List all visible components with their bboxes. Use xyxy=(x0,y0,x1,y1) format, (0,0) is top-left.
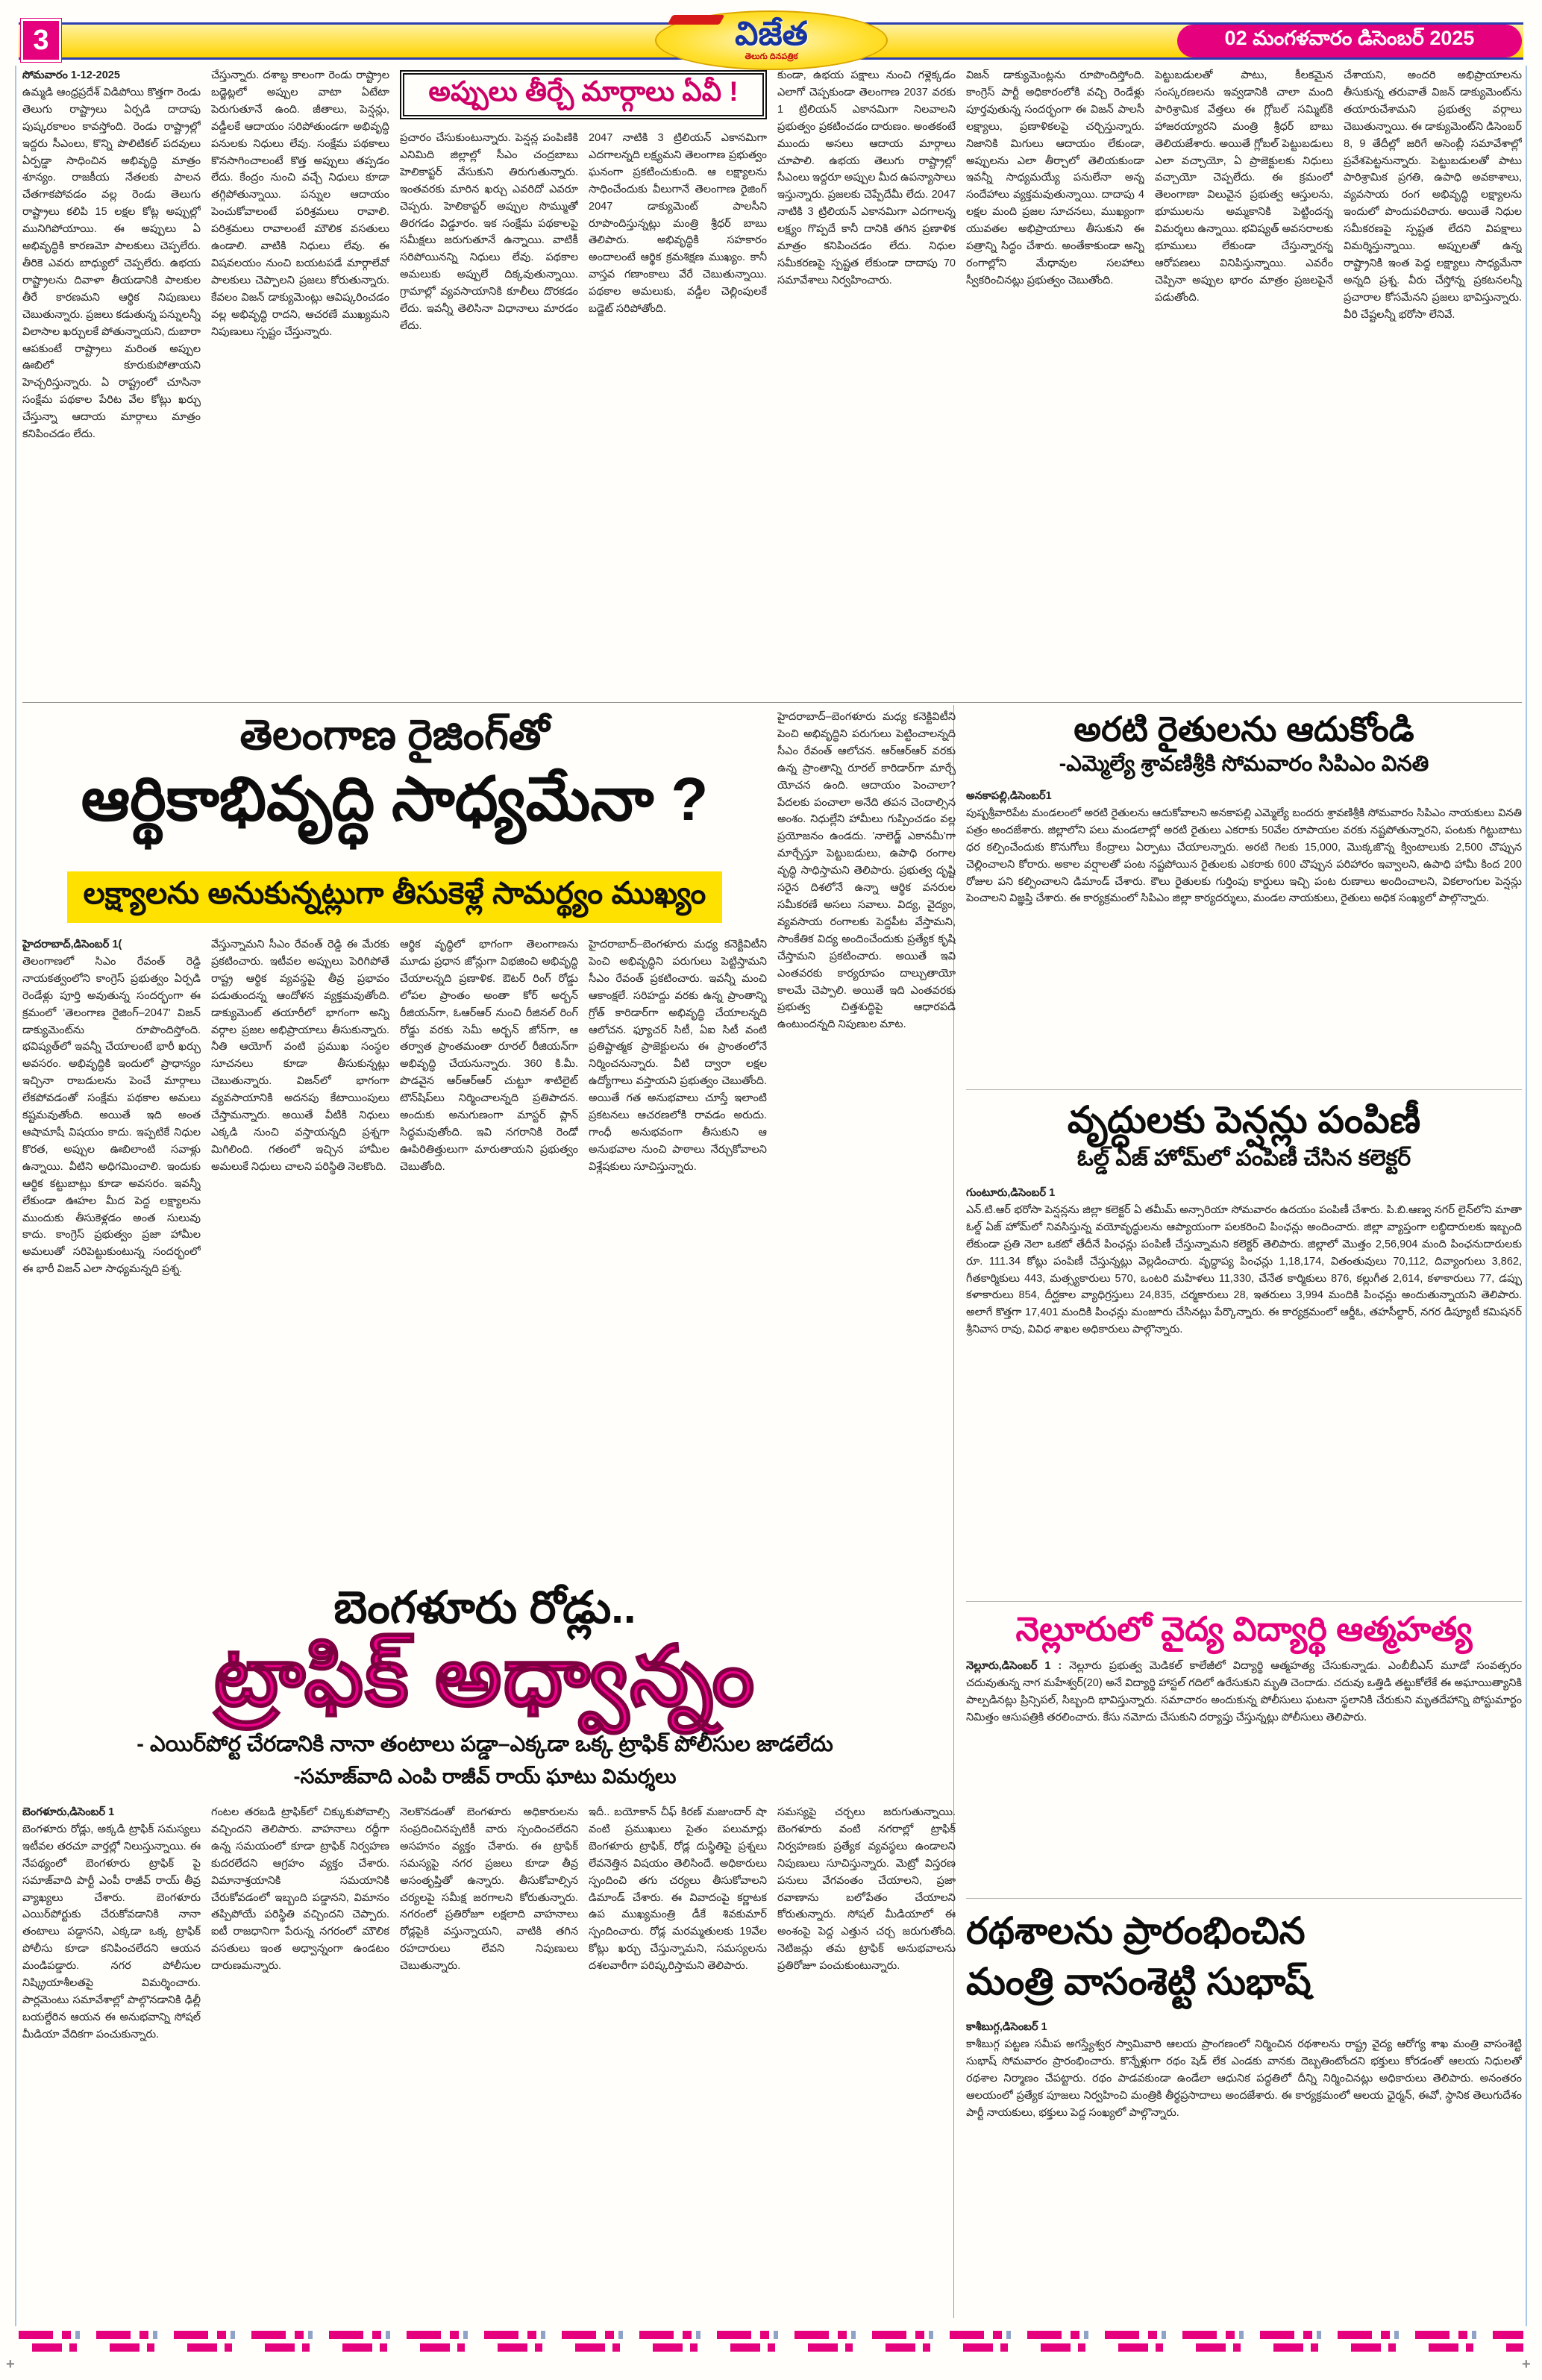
article-column: వేస్తున్నామని సీఎం రేవంత్ రెడ్డి ఈ మేరకు ప్రకటించారు. ఇటీవల అప్పులు పెరిగిపోతే రాష్ట్ర ఆర్థిక వ్యవస్థపై తీవ్ర ప్రభావం పడుతుందన్న ఆందోళన వ్యక్తమవుతోంది. డాక్యుమెంట్ తయారీలో భాగంగా అన్ని వర్గాల ప్రజల అభిప్రాయాలు తీసుకున్నారు. నీతి ఆయోగ్ వంటి ప్రముఖ సంస్థల సూచనలు కూడా తీసుకున్నట్లు చెబుతున్నారు. విజన్‌లో భాగంగా వ్యవసాయానికి అదనపు కేటాయింపులు చేస్తామన్నారు. అయితే వీటికి నిధులు ఎక్కడి నుంచి వస్తాయన్నది ప్రశ్నగా మిగిలింది. గతంలో ఇచ్చిన హామీల అమలుకే నిధులు చాలని పరిస్థితి నెలకొంది. xyxy=(211,939,389,1173)
dateline: అనకాపల్లి,డిసెంబర్1 xyxy=(966,790,1052,802)
top-article-headline: అప్పులు తీర్చే మార్గాలు ఏవీ ! xyxy=(428,75,739,107)
ratha-headline-line1: రథశాలను ప్రారంభించిన xyxy=(966,1910,1306,1952)
article-text: ఉమ్మడి ఆంధ్రప్రదేశ్ విడిపోయి కొత్తగా రెండు తెలుగు రాష్ట్రాలు ఏర్పడి దాదాపు పుష్కరకాలం కావస్తోంది. రెండు రాష్ట్రాల్లో ఇద్దరు సీఎంలు, కొన్ని పొలిటికల్ పదవులు ఏర్పడ్డా సాధించిన అభివృద్ధి మాత్రం శూన్యం. రాజకీయ నేతలకు పాలన చేతగాకపోవడం వల్ల రెండు తెలుగు రాష్ట్రాలు కలిపి 15 లక్షల కోట్ల అప్పుల్లో మునిగిపోయాయి. ఈ అప్పులు ఏ అభివృద్ధికి కారణమో పాలకులు చెప్పలేరు. తీరికె ఎవరు బాధ్యులో చెప్పలేరు. ఉభయ రాష్ట్రాలను దివాళా తీయడానికి పాలకుల తీరే కారణమని ఆర్థిక నిపుణులు చెబుతున్నారు. ప్రజలు కడుతున్న పన్నులన్నీ విలాసాల ఖర్చులకే పోతున్నాయని, దుబారా ఆపకుంటే రాష్ట్రాలు మరింత అప్పుల ఊబిలో కూరుకుపోతాయని హెచ్చరిస్తున్నారు. ఏ రాష్ట్రంలో చూసినా సంక్షేమ పథకాల పేరిట వేల కోట్లు ఖర్చు చేస్తున్నా ఆదాయ మార్గాలు మాత్రం కనిపించడం లేదు. xyxy=(22,86,201,441)
nellore-headline: నెల్లూరులో వైద్య విద్యార్థి ఆత్మహత్య xyxy=(1015,1610,1473,1648)
register-mark: + xyxy=(6,2356,15,2373)
banana-headline: అరటి రైతులను ఆదుకోండి xyxy=(1074,710,1414,748)
banana-subhead: -ఎమ్మెల్యే శ్రావణిశ్రీకి సోమవారం సిపిఎం వినతి xyxy=(1059,752,1429,776)
traffic-subhead-1: - ఎయిర్‌పోర్ట చేరడానికి నానా తంటాలు పడ్డా–ఎక్కడా ఒక్క ట్రాఫిక్ పోలీసుల జాడలేదు xyxy=(137,1732,833,1756)
footer-ornament xyxy=(19,2331,1523,2358)
masthead-title: విజేత xyxy=(735,15,808,52)
traffic-headline: ట్రాఫిక్ అధ్వాన్నం xyxy=(213,1629,756,1723)
pension-subhead: ఓల్డ్ ఏజ్ హోమ్‌లో పంపిణీ చేసిన కలెక్టర్ xyxy=(1076,1146,1411,1171)
traffic-kicker: బెంగళూరు రోడ్లు.. xyxy=(333,1582,636,1632)
article-column xyxy=(966,2019,1522,2317)
telangana-subhead: లక్ష్యాలను అనుకున్నట్లుగా తీసుకెళ్లే సామర్థ్యం ముఖ్యం xyxy=(67,871,723,923)
masthead-logo xyxy=(655,10,888,70)
article-column: ఇదీ.. బయోకాన్ చీఫ్ కిరణ్ మజుందార్ షా వంటి ప్రముఖులు సైతం పలుమార్లు బెంగళూరు ట్రాఫిక్, రోడ్ల దుస్థితిపై ప్రశ్నలు లేవనెత్తిన విషయం తెలిసిందే. అధికారులు స్పందించి తగు చర్యలు తీసుకోవాలని డిమాండ్ చేశారు. ఈ వివాదంపై కర్ణాటక ఉప ముఖ్యమంత్రి డీకే శివకుమార్ స్పందించారు. రోడ్ల మరమ్మతులకు 19వేల కోట్లు ఖర్చు చేస్తున్నామని, సమస్యలను దశలవారీగా పరిష్కరిస్తామని తెలిపారు. xyxy=(589,1806,767,1973)
footer-ornament-row xyxy=(19,2343,1523,2352)
article-column: చేశాయని, అందరి అభిప్రాయాలను తీసుకున్న తరువాతే విజన్ డాక్యుమెంట్‌ను తయారుచేశామని ప్రభుత్వ వర్గాలు చెబుతున్నాయి. ఈ డాక్యుమెంట్‌ని డిసెంబర్ 8, 9 తేదీల్లో జరిగే అసెంబ్లీ సమావేశాల్లో ప్రవేశపెట్టనున్నారు. పెట్టుబడులతో పాటు పారిశ్రామిక ప్రగతి, ఉపాధి అవకాశాలు, వ్యవసాయ రంగ అభివృద్ధి లక్ష్యాలను ఇందులో పొందుపరిచారు. అయితే నిధుల సమీకరణపై స్పష్టత లేదని విపక్షాలు విమర్శిస్తున్నాయి. అప్పులతో ఉన్న రాష్ట్రానికి ఇంత పెద్ద లక్ష్యాలు సాధ్యమేనా అన్నది ప్రశ్న. వీరు చేస్తోన్న ప్రకటనలన్నీ ప్రచారాల కోసమేనని ప్రజలు భావిస్తున్నారు. వీరి చేష్టలన్నీ భరోసా లేనివే. xyxy=(1344,69,1522,321)
article-column xyxy=(22,1804,201,2317)
article-text: కాశీబుగ్గ పట్టణ సమీప అగస్త్యేశ్వర స్వామివారి ఆలయ ప్రాంగణంలో నిర్మించిన రథశాలను రాష్ట్ర వైద్య ఆరోగ్య శాఖ మంత్రి వాసంశెట్టి సుభాష్ సోమవారం ప్రారంభించారు. కొన్నేళ్లుగా రథం షెడ్ లేక ఎండకు వానకు దెబ్బతింటోందని భక్తులు కోరడంతో ఆలయ నిధులతో రథశాల నిర్మాణం చేపట్టారు. రథం పాడవకుండా ఉండేలా ఆధునిక పద్ధతిలో దీన్ని నిర్మించినట్లు అధికారులు తెలిపారు. అనంతరం ఆలయంలో ప్రత్యేక పూజలు నిర్వహించి మంత్రికి తీర్థప్రసాదాలు అందజేశారు. ఈ కార్యక్రమంలో ఆలయ ఛైర్మన్, ఈవో, స్థానిక తెలుగుదేశం పార్టీ నాయకులు, భక్తులు పెద్ద సంఖ్యలో పాల్గొన్నారు. xyxy=(966,2038,1522,2119)
article-column: ప్రచారం చేసుకుంటున్నారు. పెన్షన్ల పంపిణికి ఎనిమిది జిల్లాల్లో సీఎం చంద్రబాబు హెలికాప్టర్ వేసుకుని తిరుగుతున్నారు. ఇంతవరకు మారిన ఖర్చు ఎవరిదో ఎవరూ చెప్పరు. హెలికాప్టర్ అప్పుల సొమ్ముతో తిరగడం విడ్డూరం. ఇక సంక్షేమ పథకాలపై సమీక్షలు జరుగుతూనే ఉన్నాయి. వాటికీ సరిపోయినన్ని నిధులు లేవు. పథకాల అమలుకు అప్పులే దిక్కవుతున్నాయి. గ్రామాల్లో వ్యవసాయానికి కూలీలు దొరకడం లేదు. ఇవన్నీ తెలిసినా విధానాలు మారడం లేదు. xyxy=(400,132,578,332)
article-column: కుండా, ఉభయ పక్షాలు నుంచి గళ్లెక్కడం ఎలాగో చెప్పకుండా తెలంగాణ 2037 వరకు 1 ట్రిలియన్ ఎకానమిగా నిలవాలని ప్రభుత్వం ప్రకటించడం దారుణం. అంతకంటే ముందు అసలు ఆదాయ మార్గాలు చూపాలి. ఉభయ తెలుగు రాష్ట్రాల్లో సీఎంలు ఇద్దరూ అప్పుల మీద ఉపన్యాసాలు ఇస్తున్నారు. ప్రజలకు చెప్పేదేమీ లేదు. 2047 నాటికి 3 ట్రిలియన్ ఎకానమిగా ఎదగాలన్న లక్ష్యం గొప్పదే కానీ దానికి తగిన ప్రణాళిక మాత్రం కనిపించడం లేదు. నిధుల సమీకరణపై స్పష్టత లేకుండా దాదాపు 70 సమావేశాలు నిర్వహించారు. xyxy=(777,69,956,286)
dateline: సోమవారం 1-12-2025 xyxy=(22,69,120,81)
article-column xyxy=(22,936,201,1569)
article-column: విజన్ డాక్యుమెంట్లను రూపొందిస్తోంది. కాంగ్రెస్ పార్టీ అధికారంలోకి వచ్చి రెండేళ్లు పూర్తవుతున్న సందర్భంగా ఈ విజన్ పాలసీ లక్ష్యాలు, ప్రణాళికలపై చర్చిస్తున్నారు. నిజానికి మిగులు ఆదాయం లేకుండా, అప్పులను ఎలా తీర్చాలో తెలియకుండా ఇవన్నీ సాధ్యమయ్యే పనులేనా అన్న సందేహాలు వ్యక్తమవుతున్నాయి. దాదాపు 4 లక్షల మంది ప్రజల సూచనలు, ముఖ్యంగా యువతల అభిప్రాయాలు తీసుకుని ఈ పత్రాన్ని సిద్ధం చేశారు. అంతేకాకుండా అన్ని రంగాల్లోని మేధావుల సలహాలు స్వీకరించినట్లు ప్రభుత్వం చెబుతోంది. xyxy=(966,69,1144,286)
article-column xyxy=(966,1658,1522,1893)
article-column xyxy=(22,67,201,698)
dateline: నెల్లూరు,డిసెంబర్ 1 : xyxy=(966,1660,1062,1672)
top-article-headline-box xyxy=(400,70,767,119)
article-column: హైదరాబాద్–బెంగళూరు మధ్య కనెక్టివిటీని పెంచి అభివృద్ధిని పరుగులు పెట్టిస్తామని సీఎం రేవంత్ ప్రకటించారు. ఇవన్నీ మంచి ఆకాంక్షలే. సరిహద్దు వరకు ఉన్న ప్రాంతాన్ని గ్రోత్ కారిడార్‌గా అభివృద్ధి చేయాలన్నది ఆలోచన. ఫ్యూచర్ సిటీ, ఏఐ సిటీ వంటి ప్రతిష్టాత్మక ప్రాజెక్టులను ఈ ప్రాంతంలోనే నిర్మించనున్నారు. వీటి ద్వారా లక్షల ఉద్యోగాలు వస్తాయని ప్రభుత్వం చెబుతోంది. అయితే గత అనుభవాలు చూస్తే ఇలాంటి ప్రకటనలు ఆచరణలోకి రావడం అరుదు. గాంధీ అనుభవంగా తీసుకుని ఆ అనుభవాల నుంచి పాఠాలు నేర్చుకోవాలని విశ్లేషకులు సూచిస్తున్నారు. xyxy=(589,939,767,1173)
article-column: ఆర్థిక వృద్ధిలో భాగంగా తెలంగాణను మూడు ప్రధాన జోన్లుగా విభజించి అభివృద్ధి చేయాలన్నది ప్రణాళిక. ఔటర్ రింగ్ రోడ్డు లోపల ప్రాంతం అంతా కోర్ అర్బన్ రీజియన్‌గా, ఓఆర్ఆర్ నుంచి రీజినల్ రింగ్ రోడ్డు వరకు సెమీ అర్బన్ జోన్‌గా, ఆ తర్వాత ప్రాంతమంతా రూరల్ రీజియన్‌గా అభివృద్ధి చేయనున్నారు. 360 కి.మీ. పొడవైన ఆర్‌ఆర్‌ఆర్ చుట్టూ శాటిలైట్ టౌన్‌షిప్‌లు నిర్మించాలన్నది ప్రతిపాదన. అందుకు అనుగుణంగా మాస్టర్ ప్లాన్ సిద్ధమవుతోంది. ఇవి నగరానికి రెండో ఊపిరితిత్తులుగా మారుతాయని ప్రభుత్వం చెబుతోంది. xyxy=(400,939,578,1173)
article-column: హైదరాబాద్–బెంగళూరు మధ్య కనెక్టివిటీని పెంచి అభివృద్ధిని పరుగులు పెట్టించాలన్నది సీఎం రేవంత్ ఆలోచన. ఆర్‌ఆర్‌ఆర్ వరకు ఉన్న ప్రాంతాన్ని రూరల్ కారిడార్‌గా మార్చే యోచన ఉంది. ఆదాయం పెంచాలా? పేదలకు పంచాలా అనేది తపన చెందాల్సిన అంశం. నిధుల్లేని హామీలు గుప్పించడం వల్ల ప్రయోజనం ఉండదు. 'నాలెడ్జ్ ఎకానమీ'గా మార్చేస్తూ పెట్టుబడులు, ఉపాధి రంగాల వృద్ధి సాధిస్తామని తెలిపారు. ప్రభుత్వ దృష్టి సరైన దిశలోనే ఉన్నా ఆర్థిక వనరుల సమీకరణే అసలు సవాలు. విద్య, వైద్యం, వ్యవసాయ రంగాలకు పెద్దపీట వేస్తామని, సాంకేతిక విద్య అందించేందుకు ప్రత్యేక కృషి చేస్తామని ప్రకటించారు. అయితే ఇవి ఎంతవరకు కార్యరూపం దాల్చుతాయో కాలమే చెప్పాలి. అయితే ఇది ఎంతవరకు ప్రభుత్వ చిత్తశుద్ధిపై ఆధారపడి ఉంటుందన్నది నిపుణుల మాట. xyxy=(777,711,956,1031)
dateline: హైదరాబాద్,డిసెంబర్ 1( xyxy=(22,939,122,951)
telangana-subhead-wrap xyxy=(22,871,767,923)
article-text: నెల్లూరు ప్రభుత్వ మెడికల్ కాలేజీలో విద్యార్థి ఆత్మహత్య చేసుకున్నాడు. ఎంబీబీఎస్ మూడో సంవత్సరం చదువుతున్న నాగ మహేశ్వర్(20) అనే విద్యార్థి హాస్టల్ గదిలో ఉరేసుకుని మృతి చెందాడు. చదువు ఒత్తిడి తట్టుకోలేకే ఈ అఘాయిత్యానికి పాల్పడినట్లు ప్రిన్సిపల్, సిబ్బంది భావిస్తున్నారు. సమాచారం అందుకున్న పోలీసులు ఘటనా స్థలానికి చేరుకుని మృతదేహాన్ని పోస్టుమార్టం నిమిత్తం ఆసుపత్రికి తరలించారు. కేసు నమోదు చేసుకుని దర్యాప్తు చేస్తున్నట్లు పోలీసులు తెలిపారు. xyxy=(966,1660,1522,1723)
telangana-headline: ఆర్థికాభివృద్ధి సాధ్యమేనా ? xyxy=(81,765,709,833)
masthead-ribbon xyxy=(668,15,725,25)
edition-date-bar: 02 మంగళవారం డిసెంబర్ 2025 xyxy=(1177,25,1522,57)
dateline: గుంటూరు,డిసెంబర్ 1 xyxy=(966,1187,1056,1199)
article-column: నెలకొనడంతో బెంగళూరు అధికారులను సంప్రదించినప్పటికీ వారు స్పందించలేదని అసహనం వ్యక్తం చేశారు. ఈ ట్రాఫిక్ సమస్యపై నగర ప్రజలు కూడా తీవ్ర అసంతృప్తితో ఉన్నారు. తీసుకోవాల్సిన చర్యలపై సమీక్ష జరగాలని కోరుతున్నారు. నగరంలో ప్రతిరోజూ లక్షలాది వాహనాలు రోడ్లపైకి వస్తున్నాయని, వాటికి తగిన రహదారులు లేవని నిపుణులు చెబుతున్నారు. xyxy=(400,1806,578,1973)
article-text: ఎన్.టి.ఆర్ భరోసా పెన్షన్లను జిల్లా కలెక్టర్ ఏ తమీమ్ అన్సారియా సోమవారం ఉదయం పంపిణీ చేశారు. పి.బి.ఆణ్వ నగర్ లైన్‌లోని మాతా ఓల్డ్ ఏజ్ హోమ్‌లో నివసిస్తున్న వయోవృద్ధులను ఆప్యాయంగా పలకరించి పింఛన్లు అందించారు. జిల్లా వ్యాప్తంగా లబ్ధిదారులకు ఇబ్బంది లేకుండా ప్రతి నెలా ఒకటో తేదీనే పింఛన్లు పంపిణీ చేస్తున్నామని కలెక్టర్ తెలిపారు. జిల్లాలో మొత్తం 2,56,904 మంది పింఛనుదారులకు రూ. 111.34 కోట్లు పంపిణీ చేస్తున్నట్లు వెల్లడించారు. వృద్ధాప్య పింఛన్లు 1,18,174, వితంతువులు 70,112, దివ్యాంగులు 3,862, గీతకార్మికులు 443, మత్స్యకారులు 570, ఒంటరి మహిళలు 11,330, చేనేత కార్మికులు 876, కల్లుగీత 2,614, కళాకారులు 77, డప్పు కళాకారులు 854, దీర్ఘకాల వ్యాధిగ్రస్తులు 24,835, చర్మకారులు 28, ఇతరులు 3,994 మందికి పింఛన్లు అందుతున్నాయని తెలిపారు. అలాగే కొత్తగా 17,401 మందికి పింఛన్లు మంజూరు చేసినట్లు పేర్కొన్నారు. ఈ కార్యక్రమంలో ఆర్డీఓ, తహసీల్దార్, నగర డిప్యూటీ కమిషనర్ శ్రీనివాస రావు, వివిధ శాఖల అధికారులు పాల్గొన్నారు. xyxy=(966,1203,1522,1336)
traffic-subhead-2: -సమాజ్‌వాది ఎంపి రాజీవ్ రాయ్ ఘాటు విమర్శలు xyxy=(293,1765,677,1788)
article-column: చేస్తున్నారు. దశాబ్ద కాలంగా రెండు రాష్ట్రాల బడ్జెట్లలో అప్పుల వాటా ఏటేటా పెరుగుతూనే ఉంది. జీతాలు, పెన్షన్లు, వడ్డీలకే ఆదాయం సరిపోతుండగా అభివృద్ధి పనులకు నిధులు లేవు. సంక్షేమ పథకాలు కొనసాగించాలంటే కొత్త అప్పులు తప్పడం లేదు. కేంద్రం నుంచి వచ్చే నిధులు కూడా తగ్గిపోతున్నాయి. పన్నుల ఆదాయం పెంచుకోవాలంటే పరిశ్రమలు రావాలి. పరిశ్రమలు రావాలంటే మౌలిక వసతులు ఉండాలి. వాటికి నిధులు లేవు. ఈ విషవలయం నుంచి బయటపడే మార్గాలేవో పాలకులు చెప్పాలని ప్రజలు కోరుతున్నారు. కేవలం విజన్ డాక్యుమెంట్లు ఆవిష్కరించడం వల్ల అభివృద్ధి రాదని, ఆచరణే ముఖ్యమని నిపుణులు స్పష్టం చేస్తున్నారు. xyxy=(211,69,389,338)
article-column: 2047 నాటికి 3 ట్రిలియన్ ఎకానమిగా ఎదగాలన్నది లక్ష్యమని తెలంగాణ ప్రభుత్వం ఘనంగా ప్రకటించుకుంది. ఆ లక్ష్యాలను సాధించేందుకు వీలుగానే తెలంగాణ రైజింగ్ 2047 డాక్యుమెంట్ పాలసీని రూపొందిస్తున్నట్లు మంత్రి శ్రీధర్ బాబు తెలిపారు. అభివృద్ధికి సహకారం అందాలంటే ఆర్థిక క్రమశిక్షణ ముఖ్యం. కానీ వాస్తవ గణాంకాలు వేరే చెబుతున్నాయి. పథకాల అమలుకు, వడ్డీల చెల్లింపులకే బడ్జెట్ సరిపోతోంది. xyxy=(589,132,767,316)
page-number: 3 xyxy=(21,19,61,62)
article-column: పెట్టుబడులతో పాటు, కీలకమైన సంస్కరణలను ఇవ్వడానికి చాలా మంది పారిశ్రామిక వేత్తలు ఈ గ్లోబల్ సమ్మిట్‌కి హాజరయ్యారని మంత్రి శ్రీధర్ బాబు తెలియజేశారు. అయితే గ్లోబల్ పెట్టుబడులు ఎలా వచ్చాయో, ఏ ప్రాజెక్టులకు నిధులు వచ్చాయో చెప్పలేదు. ఈ క్రమంలో తెలంగాణా విలువైన ప్రభుత్వ ఆస్తులను, భూములను అమ్మకానికి పెట్టిందన్న విమర్శలు ఉన్నాయి. భవిష్యత్ అవసరాలకు భూములు లేకుండా చేస్తున్నారన్న ఆరోపణలు వినిపిస్తున్నాయి. ఎవరేం చెప్పినా అప్పుల భారం మాత్రం ప్రజలపైనే పడుతోంది. xyxy=(1155,69,1333,304)
telangana-kicker: తెలంగాణ రైజింగ్‌తో xyxy=(239,711,550,758)
dateline: కాశీబుగ్గ,డిసెంబర్ 1 xyxy=(966,2021,1047,2033)
article-text: పుష్పశ్రీవారిపేట మండలంలో అరటి రైతులను ఆదుకోవాలని అనకాపల్లి ఎమ్మెల్యే బందరు శ్రావణిశ్రీకి సోమవారం సిపిఎం నాయకులు వినతి పత్రం అందజేశారు. జిల్లాలోని పలు మండలాల్లో అరటి రైతులు ఎకరాకు 50వేల రూపాయల వరకు నష్టపోతున్నారని, పంటకు గిట్టుబాటు ధర కల్పించేందుకు కొనుగోలు కేంద్రాలు ఏర్పాటు చేయాలన్నారు. అరటి గెలకు 15,000, మొక్కజొన్న క్వింటాలుకు 2,500 చొప్పున చెల్లించాలని కోరారు. అకాల వర్షాలతో పంట నష్టపోయిన రైతులకు ఎకరాకు 600 చొప్పున పరిహారం ఇవ్వాలని, ఉపాధి హామీ కింద 200 రోజుల పని కల్పించాలని డిమాండ్ చేశారు. కౌలు రైతులకు గుర్తింపు కార్డులు ఇచ్చి పంట రుణాలు అందించాలని, వికలాంగుల పెన్షన్లు పెంచాలని విజ్ఞప్తి చేశారు. ఈ కార్యక్రమంలో సిపిఎం జిల్లా కార్యదర్శులు, మండల నాయకులు, రైతులు అధిక సంఖ్యలో పాల్గొన్నారు. xyxy=(966,807,1522,905)
section-divider xyxy=(966,1601,1522,1602)
dateline: బెంగళూరు,డిసెంబర్ 1 xyxy=(22,1806,115,1818)
footer-ornament-row xyxy=(19,2331,1523,2339)
section-divider xyxy=(966,1898,1522,1899)
article-column: సమస్యపై చర్చలు జరుగుతున్నాయి. బెంగళూరు వంటి నగరాల్లో ట్రాఫిక్ నిర్వహణకు ప్రత్యేక వ్యవస్థలు ఉండాలని నిపుణులు సూచిస్తున్నారు. మెట్రో విస్తరణ పనులు వేగవంతం చేయాలని, ప్రజా రవాణాను బలోపేతం చేయాలని కోరుతున్నారు. సోషల్ మీడియాలో ఈ అంశంపై పెద్ద ఎత్తున చర్చ జరుగుతోంది. నెటిజన్లు తమ ట్రాఫిక్ అనుభవాలను ప్రతిరోజూ పంచుకుంటున్నారు. xyxy=(777,1806,956,1973)
section-divider xyxy=(966,1089,1522,1090)
article-text: బెంగళూరు రోడ్లు, అక్కడి ట్రాఫిక్ సమస్యలు ఇటీవల తరచూ వార్తల్లో నిలుస్తున్నాయి. ఈ నేపథ్యంలో బెంగళూరు ట్రాఫిక్ పై సమాజ్‌వాది పార్టీ ఎంపీ రాజీవ్ రాయ్ తీవ్ర వ్యాఖ్యలు చేశారు. బెంగళూరు ఎయిర్‌పోర్టుకు చేరుకోవడానికి నానా తంటాలు పడ్డానని, ఎక్కడా ఒక్క ట్రాఫిక్ పోలీసు కూడా కనిపించలేదని ఆయన మండిపడ్డారు. నగర పోలీసుల నిష్క్రియాశీలతపై విమర్శించారు. పార్లమెంటు సమావేశాల్లో పాల్గొనడానికి ఢిల్లీ బయల్దేరిన ఆయన ఈ అనుభవాన్ని సోషల్ మీడియా వేదికగా పంచుకున్నారు. xyxy=(22,1823,201,2041)
register-mark: + xyxy=(1522,2356,1531,2373)
article-column xyxy=(966,1185,1522,1595)
masthead-tagline: తెలుగు దినపత్రిక xyxy=(745,51,798,61)
article-column xyxy=(966,788,1522,1083)
left-edge-rule xyxy=(15,66,16,2326)
section-divider xyxy=(22,702,1522,703)
article-column: గంటల తరబడి ట్రాఫిక్‌లో చిక్కుకుపోవాల్సి వచ్చిందని తెలిపారు. వాహనాలు రద్దీగా ఉన్న సమయంలో కూడా ట్రాఫిక్ నిర్వహణ కుదరలేదని ఆగ్రహం వ్యక్తం చేశారు. విమానాశ్రయానికి సమయానికి చేరుకోవడంలో ఇబ్బంది పడ్డానని, విమానం తప్పిపోయే పరిస్థితి వచ్చిందని చెప్పారు. ఐటీ రాజధానిగా పేరున్న నగరంలో మౌలిక వసతులు ఇంత అధ్వాన్నంగా ఉండటం దారుణమన్నారు. xyxy=(211,1806,389,1973)
ratha-headline-line2: మంత్రి వాసంశెట్టి సుభాష్ xyxy=(966,1961,1311,2002)
right-edge-rule xyxy=(1526,66,1527,2326)
pension-headline: వృద్ధులకు పెన్షన్లు పంపిణీ xyxy=(1067,1099,1421,1141)
article-text: తెలంగాణలో సిఎం రేవంత్ రెడ్డి నాయకత్వంలోని కాంగ్రెస్ ప్రభుత్వం ఏర్పడి రెండేళ్లు పూర్తి అవుతున్న సందర్భంగా ఈ క్రమంలో 'తెలంగాణ రైజింగ్–2047' విజన్ డాక్యుమెంట్‌ను రూపొందిస్తోంది. భవిష్యత్‌లో ఇవన్నీ చేయాలంటే భారీ ఖర్చు అవసరం. అభివృద్ధికి ఇందులో ప్రాధాన్యం ఇచ్చినా రాబడులను పెంచే మార్గాలు లేకపోవడంతో సంక్షేమ పథకాల అమలు కష్టమవుతోంది. అయితే ఇది అంత ఆషామాషీ విషయం కాదు. ఇప్పటికే నిధుల కొరత, అప్పుల ఊబిలాంటి సవాళ్లు ఉన్నాయి. వీటిని అధిగమించాలి. ఇందుకు ఆర్థిక కట్టుబాట్లు కూడా అవసరం. ఇవన్నీ లేకుండా ఊహల మీద పెద్ద లక్ష్యాలను ముందుకు తీసుకెళ్లడం అంత సులువు కాదు. కాంగ్రెస్ ప్రభుత్వం ప్రజా హామీల అమలుతో సరిపెట్టుకుంటున్న సందర్భంలో ఈ భారీ విజన్ ఎలా సాధ్యమన్నది ప్రశ్న. xyxy=(22,955,201,1276)
